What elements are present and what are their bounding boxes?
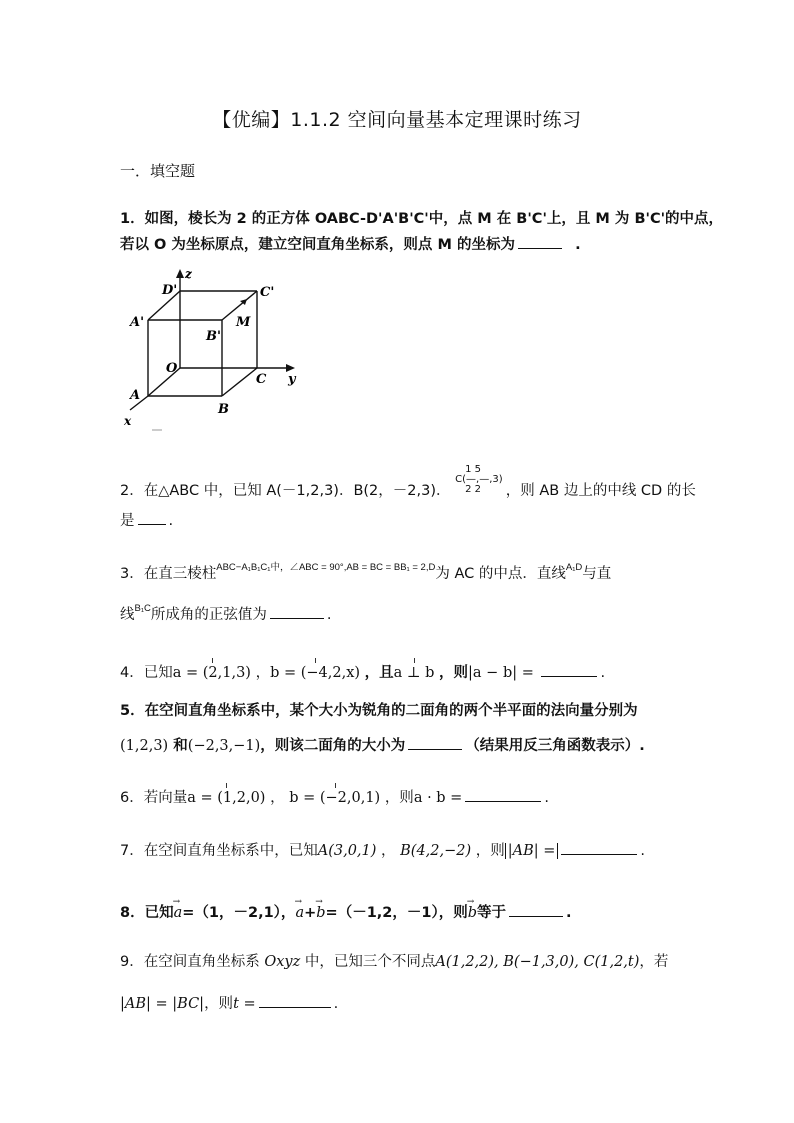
edge-b-c (222, 368, 257, 396)
label-d1: D' (162, 283, 178, 298)
question-2-line-2: 是 . (120, 510, 680, 532)
answer-blank-9 (259, 993, 331, 1008)
label-z: z (185, 267, 192, 281)
label-y: y (288, 372, 296, 387)
question-5-line-2: (1,2,3) 和(−2,3,−1)，则该二面角的大小为 （结果用反三角函数表示）. (120, 735, 680, 757)
question-3-line-1: 3．在直三棱柱$^{ABC-A_1B_1C_1中,\angle ABC = 90^\circ,AB = BC = BB_1 = 2,D}$为 AC 的中点．直线$^{A_1D}$与直 (120, 562, 612, 582)
label-b1: B' (206, 329, 221, 344)
question-2-line-1: 2．在△ABC 中，已知 A(－1,2,3)．B(2，－2,3)． 1 5 C(—,—,3) 2 2 ，则 AB 边上的中线 CD 的长 (120, 480, 680, 502)
answer-blank-7 (561, 840, 637, 855)
label-o: O (166, 361, 178, 376)
label-b: B (218, 402, 229, 417)
question-9-line-2: |AB| = |BC|，则t = . (120, 993, 680, 1015)
answer-blank-4 (541, 662, 597, 677)
answer-blank-8 (509, 902, 563, 917)
y-axis-arrow (286, 364, 295, 372)
cube-figure (120, 262, 310, 437)
label-a1: A' (130, 315, 145, 330)
page-title: 【优编】1.1.2 空间向量基本定理课时练习 (212, 109, 582, 131)
question-3-line-2: 线$^{B_1C}$所成角的正弦值为 . (120, 603, 332, 623)
question-4: 4．已知a = (2,1,3) ，b = (−4,2,x) ，且a ⊥ b ，则|a − b| = . (120, 662, 680, 684)
label-c1: C' (260, 285, 275, 300)
z-axis-arrow (176, 269, 184, 278)
question-8: 8．已知→ a=（1，－2,1），→ a+→ b=（－1,2，－1），则→ b等于 . (120, 902, 680, 924)
answer-blank-3 (270, 604, 324, 619)
answer-blank-2 (138, 510, 166, 525)
label-c: C (256, 372, 267, 387)
answer-blank-6 (465, 787, 541, 802)
c-point-fraction: 1 5 C(—,—,3) 2 2 (455, 464, 503, 495)
label-a: A (130, 388, 141, 403)
question-1-line-1: 1．如图，棱长为 2 的正方体 OABC-D'A'B'C'中，点 M 在 B'C'上，且 M 为 B'C'的中点， (120, 211, 724, 227)
question-5-line-1: 5．在空间直角坐标系中，某个大小为锐角的二面角的两个半平面的法向量分别为 (120, 703, 638, 719)
question-7: 7．在空间直角坐标系中，已知A(3,0,1) ， B(4,2,−2) ，则 |AB| = . (120, 840, 680, 862)
question-9-line-1: 9．在空间直角坐标系 Oxyz 中，已知三个不同点A(1,2,2), B(−1,3,0), C(1,2,t)，若 (120, 954, 669, 970)
section-heading: 一．填空题 (120, 162, 196, 180)
answer-blank-5 (408, 735, 462, 750)
label-m: M (236, 315, 251, 330)
label-x: x (124, 414, 132, 428)
question-6: 6．若向量a = (1,2,0) ， b = (−2,0,1) ，则a · b = . (120, 787, 680, 809)
answer-blank-1 (518, 234, 562, 249)
question-1-line-2: 若以 O 为坐标原点，建立空间直角坐标系，则点 M 的坐标为 . (120, 234, 680, 256)
